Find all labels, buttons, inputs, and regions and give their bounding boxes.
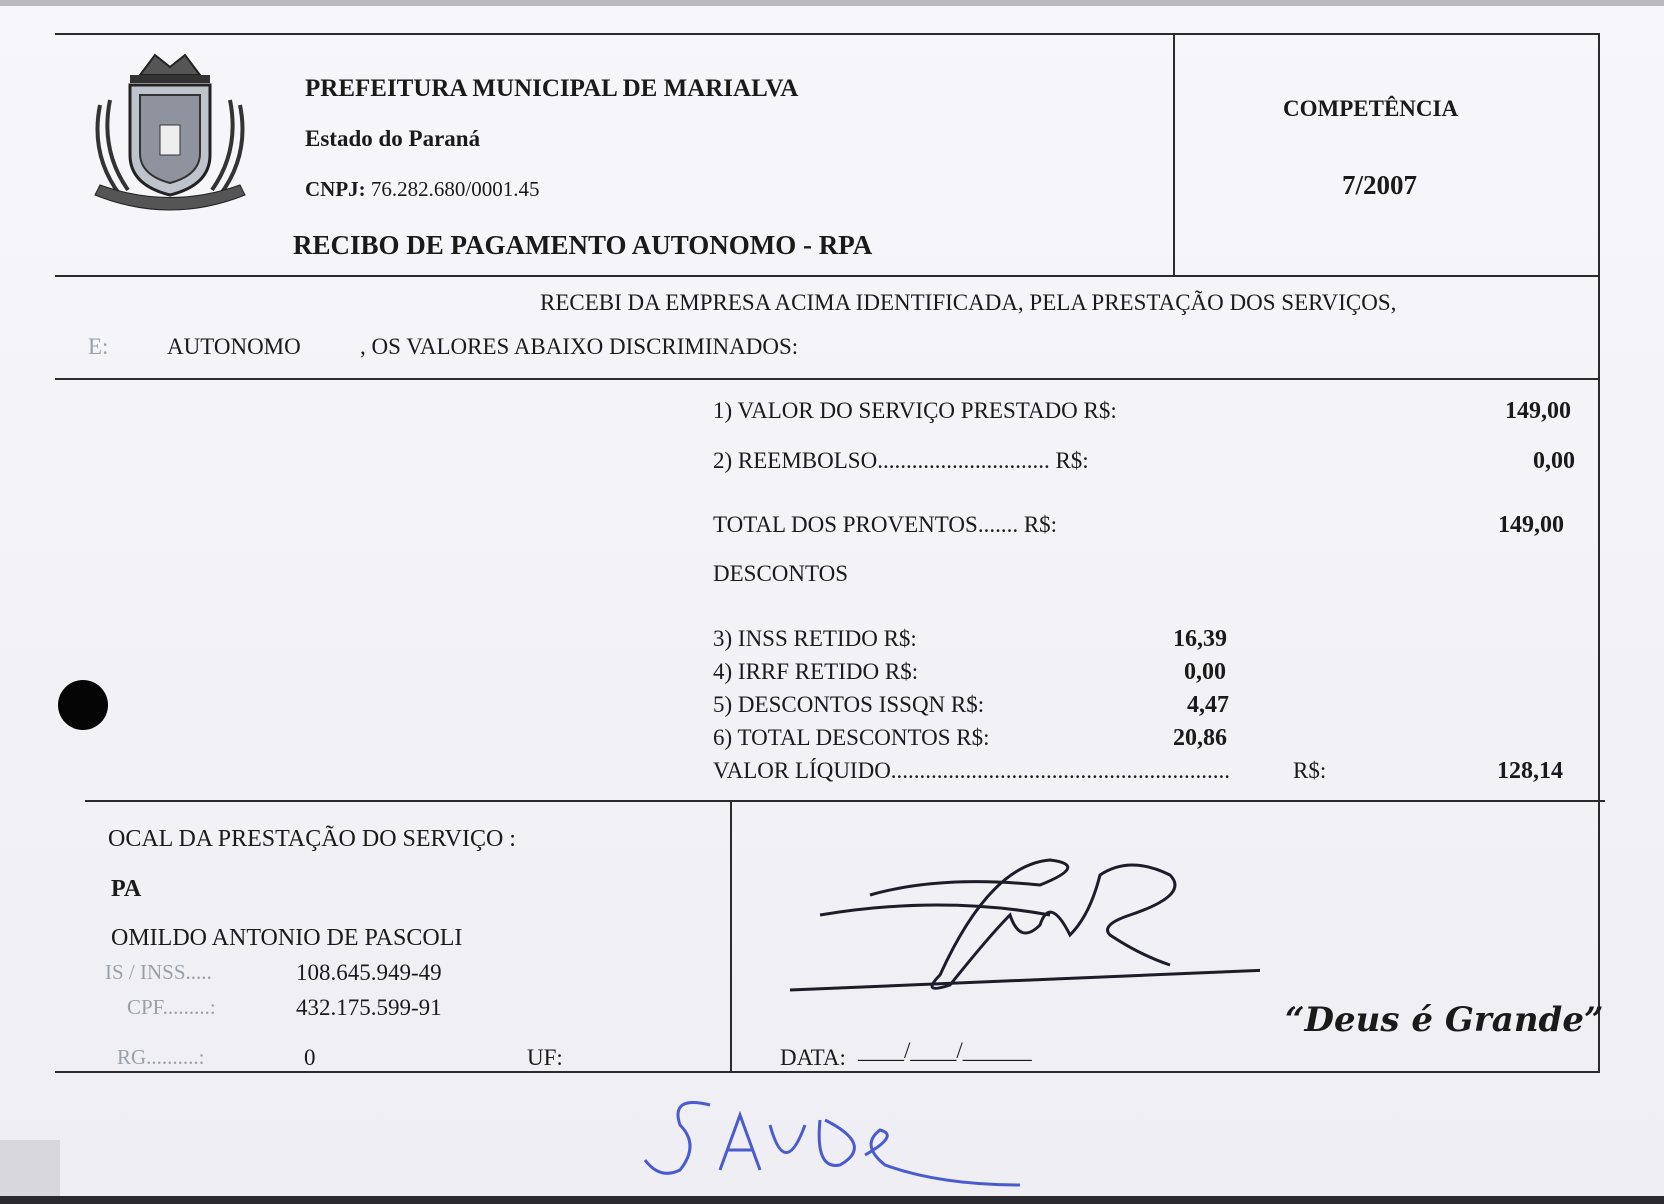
pis-value: 108.645.949-49: [296, 960, 442, 985]
frame-right: [1598, 33, 1600, 1073]
total-value: 149,00: [1498, 512, 1564, 538]
uf-label: UF:: [527, 1045, 563, 1070]
item3-value: 16,39: [1173, 626, 1227, 652]
item3-label: 3) INSS RETIDO R$:: [713, 626, 917, 651]
punch-hole: [58, 680, 108, 730]
org-name: PREFEITURA MUNICIPAL DE MARIALVA: [305, 75, 799, 102]
competencia-value: 7/2007: [1342, 170, 1418, 200]
scan-artifact: [0, 1140, 60, 1204]
item6-label: 6) TOTAL DESCONTOS R$:: [713, 725, 990, 750]
data-label: DATA:: [780, 1045, 846, 1070]
frame-bottom: [55, 1071, 1600, 1073]
scan-bottom-edge: [0, 1196, 1664, 1204]
signature-icon: [790, 855, 1260, 1005]
total-label: TOTAL DOS PROVENTOS....... R$:: [713, 512, 1058, 537]
scan-top-edge: [0, 0, 1664, 6]
intro-line-2: , OS VALORES ABAIXO DISCRIMINADOS:: [360, 334, 799, 359]
cpf-label: CPF.........:: [127, 995, 216, 1019]
state-name: Estado do Paraná: [305, 126, 481, 151]
person-name: OMILDO ANTONIO DE PASCOLI: [111, 925, 463, 951]
document-title: RECIBO DE PAGAMENTO AUTONOMO - RPA: [293, 230, 873, 260]
data-blank: ____/____/______: [858, 1038, 1032, 1063]
rpa-label: PA: [111, 876, 142, 902]
cnpj-label: CNPJ:: [305, 177, 366, 201]
cpf-value: 432.175.599-91: [296, 995, 442, 1020]
item5-label: 5) DESCONTOS ISSQN R$:: [713, 692, 985, 717]
rg-value: 0: [304, 1045, 316, 1070]
competencia-divider: [1173, 33, 1175, 275]
municipal-crest-icon: [80, 45, 260, 225]
intro-line-1: RECEBI DA EMPRESA ACIMA IDENTIFICADA, PELA PRESTAÇÃO DOS SERVIÇOS,: [540, 290, 1397, 315]
header-bottom-rule: [55, 275, 1600, 277]
descontos-label: DESCONTOS: [713, 561, 849, 586]
competencia-label: COMPETÊNCIA: [1283, 96, 1459, 121]
item4-label: 4) IRRF RETIDO R$:: [713, 659, 919, 684]
item1-label: 1) VALOR DO SERVIÇO PRESTADO R$:: [713, 398, 1117, 423]
item2-label: 2) REEMBOLSO.............................. R$:: [713, 448, 1089, 473]
item2-value: 0,00: [1533, 448, 1575, 474]
item6-value: 20,86: [1173, 725, 1227, 751]
item5-value: 4,47: [1187, 692, 1229, 718]
liquido-currency: R$:: [1293, 758, 1327, 783]
liquido-label: VALOR LÍQUIDO...........................................................: [713, 758, 1231, 783]
rg-label: RG..........:: [117, 1045, 205, 1069]
pis-label: IS / INSS.....: [105, 960, 212, 984]
values-bottom-rule: [85, 800, 1605, 802]
cnpj-value: 76.282.680/0001.45: [370, 177, 540, 201]
liquido-value: 128,14: [1497, 758, 1563, 784]
motto: “Deus é Grande”: [1285, 1000, 1604, 1040]
intro-de-label: E:: [88, 334, 109, 359]
cnpj: [305, 177, 540, 202]
intro-bottom-rule: [55, 378, 1600, 380]
item4-value: 0,00: [1184, 659, 1226, 685]
frame-top: [55, 33, 1600, 35]
handwritten-saude: [640, 1085, 1040, 1195]
local-label: OCAL DA PRESTAÇÃO DO SERVIÇO :: [108, 826, 516, 852]
footer-divider: [730, 802, 732, 1072]
intro-de-value: AUTONOMO: [167, 334, 301, 359]
item1-value: 149,00: [1505, 398, 1571, 424]
